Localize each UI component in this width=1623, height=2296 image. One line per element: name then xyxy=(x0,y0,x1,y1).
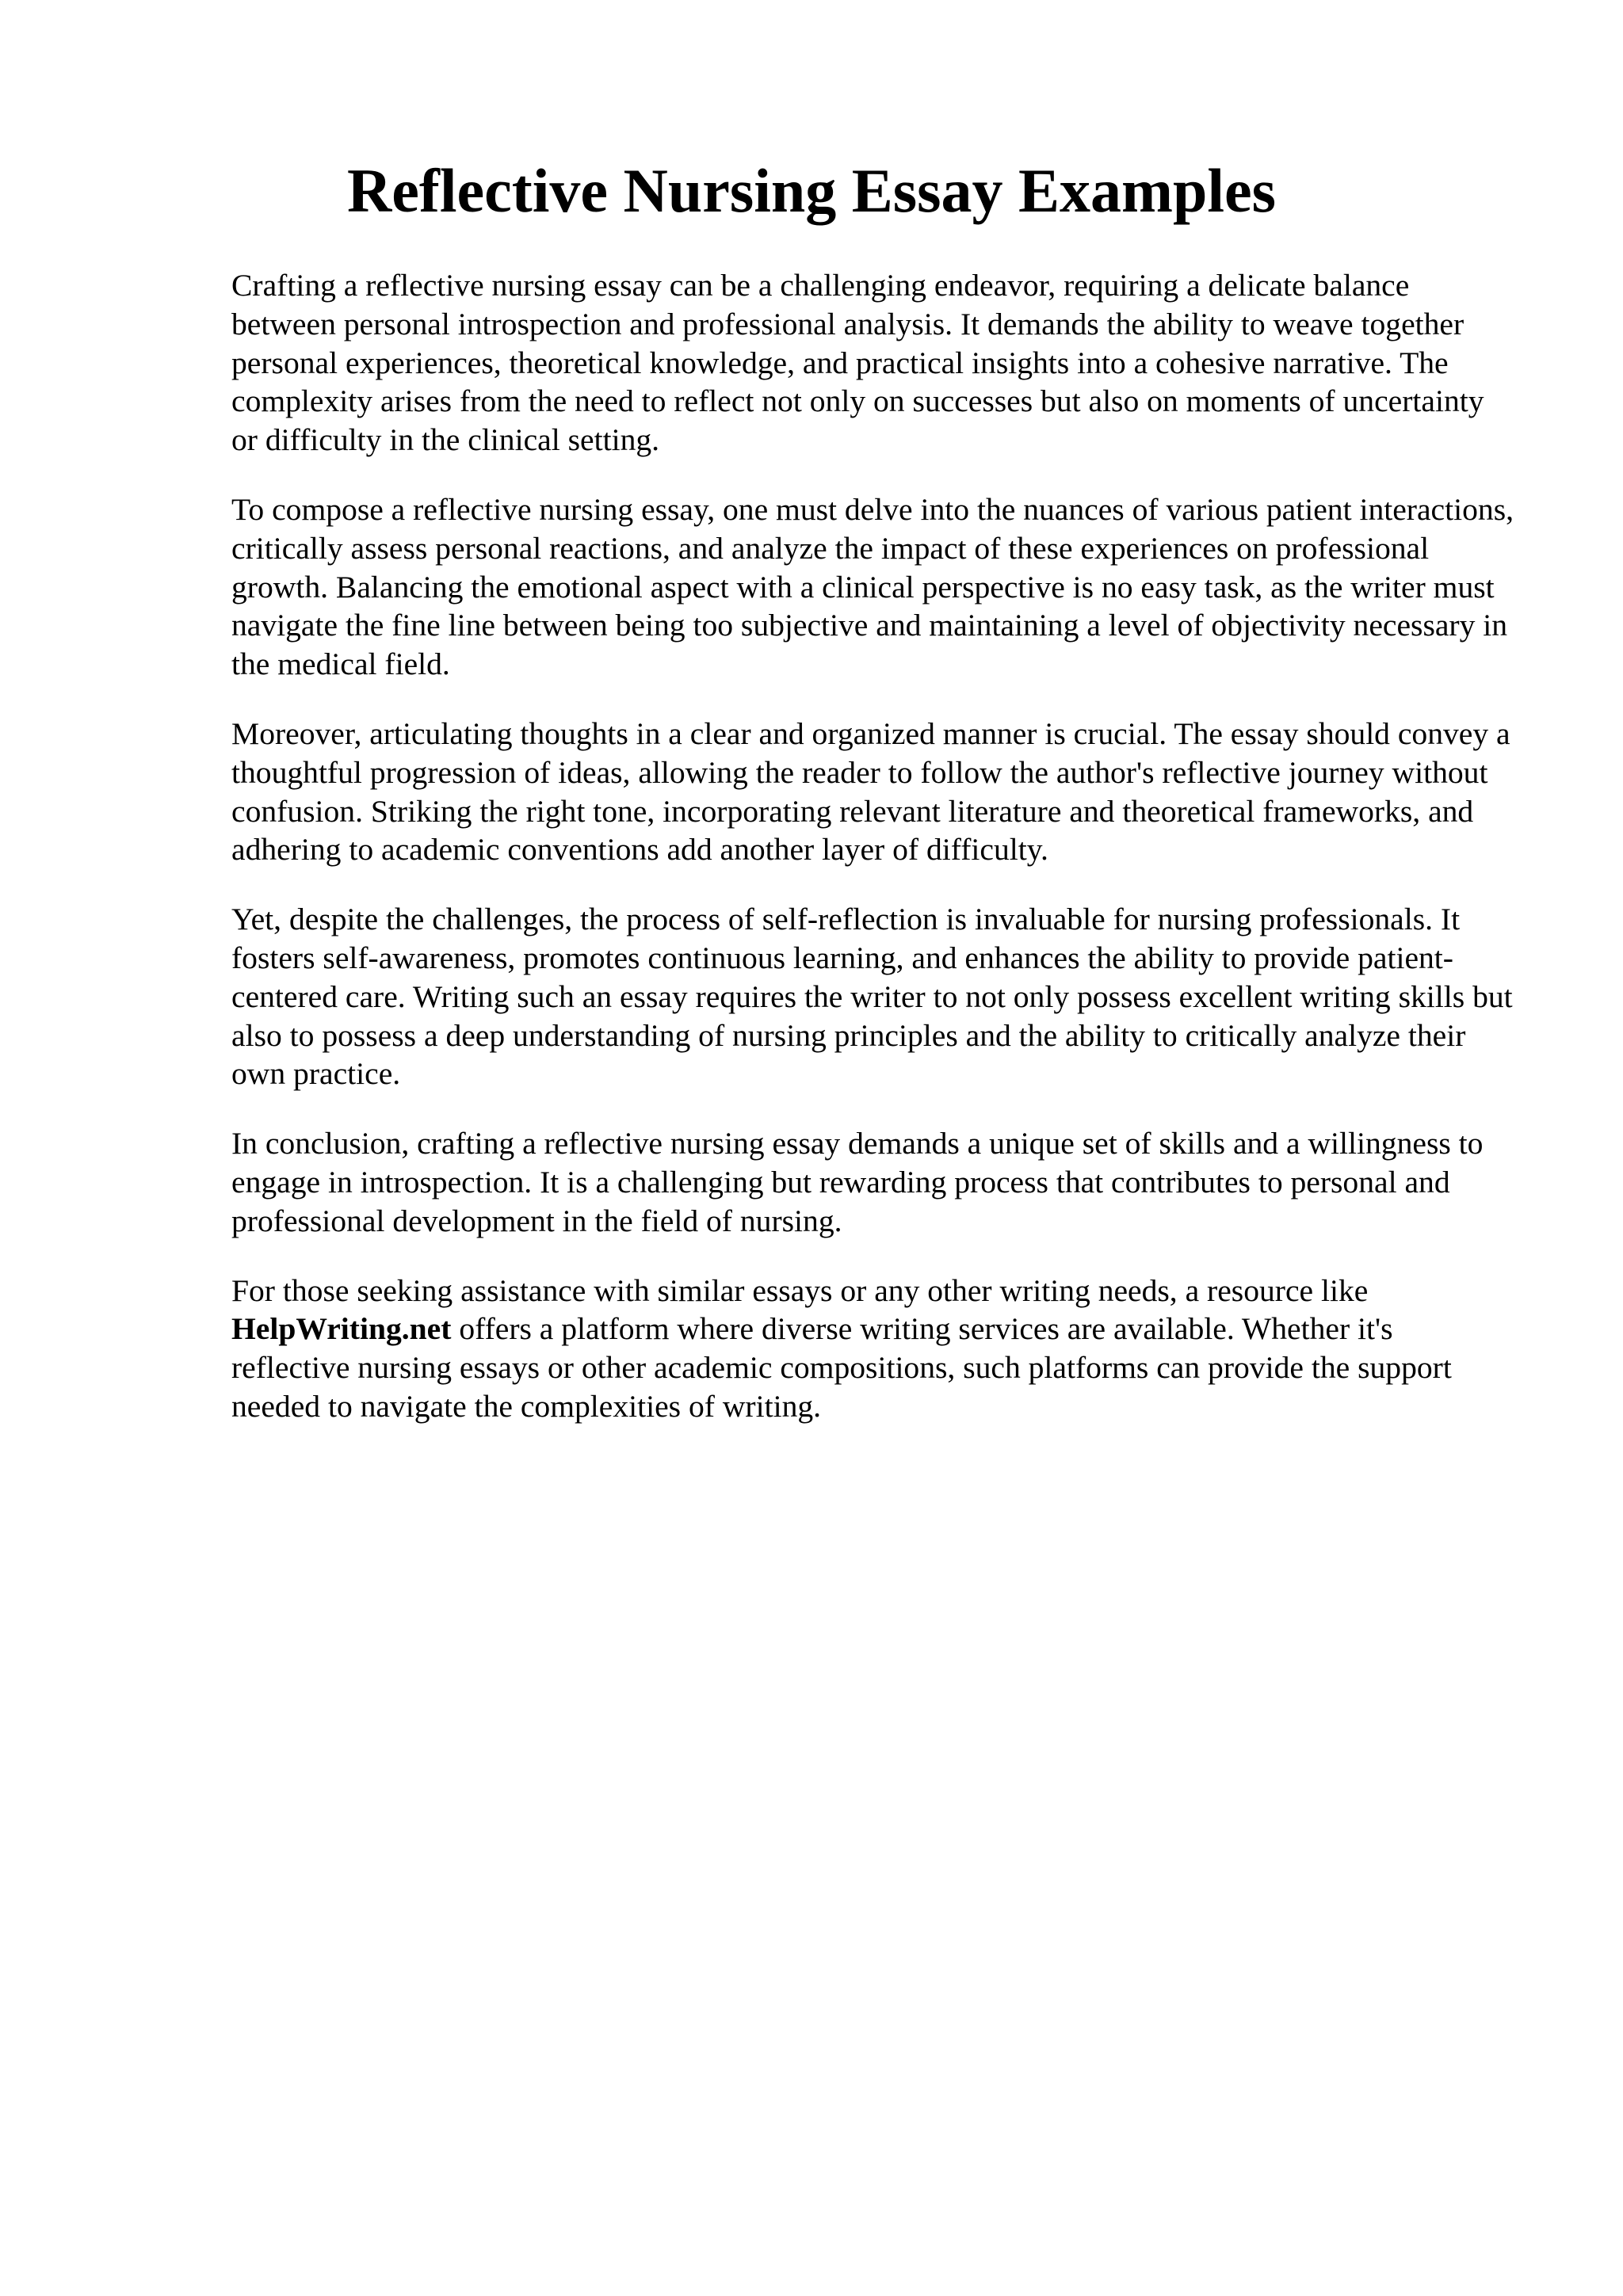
document-body xyxy=(231,266,1515,1457)
paragraph-1: Crafting a reflective nursing essay can be a challenging endeavor, requiring a delicate balance between personal introspection and professional analysis. It demands the ability to weave together personal experiences, theoretical knowledge, and practical insights into a cohesive narrative. The complexity arises from the need to reflect not only on successes but also on moments of uncertainty or difficulty in the clinical setting. xyxy=(231,268,1484,458)
paragraph-3: Moreover, articulating thoughts in a clear and organized manner is crucial. The essay should convey a thoughtful progression of ideas, allowing the reader to follow the author's reflective journey without confusion. Striking the right tone, incorporating relevant literature and theoretical frameworks, and adhering to academic conventions add another layer of difficulty. xyxy=(231,715,1510,868)
paragraph-6 xyxy=(231,1272,1515,1426)
brand-name: HelpWriting.net xyxy=(231,1311,452,1347)
paragraph-5: In conclusion, crafting a reflective nursing essay demands a unique set of skills and a willingness to engage in introspection. It is a challenging but rewarding process that contributes to personal and professional development in the field of nursing. xyxy=(231,1126,1484,1238)
closing-text-after: offers a platform where diverse writing services are available. Whether it's reflective nursing essays or other academic compositions, such platforms can provide the support needed to navigate the complexities of writing. xyxy=(231,1311,1452,1424)
document-title: Reflective Nursing Essay Examples xyxy=(346,156,1277,225)
paragraph-4: Yet, despite the challenges, the process of self-reflection is invaluable for nursing professionals. It fosters self-awareness, promotes continuous learning, and enhances the ability to provide patient-centered care. Writing such an essay requires the writer to not only possess excellent writing skills but also to possess a deep understanding of nursing principles and the ability to critically analyze their own practice. xyxy=(231,902,1513,1092)
closing-text-before: For those seeking assistance with similar essays or any other writing needs, a resource like xyxy=(231,1272,1369,1308)
paragraph-2: To compose a reflective nursing essay, one must delve into the nuances of various patient interactions, critically assess personal reactions, and analyze the impact of these experiences on professional growth. Balancing the emotional aspect with a clinical perspective is no easy task, as the writer must navigate the fine line between being too subjective and maintaining a level of objectivity necessary in the medical field. xyxy=(231,491,1514,682)
